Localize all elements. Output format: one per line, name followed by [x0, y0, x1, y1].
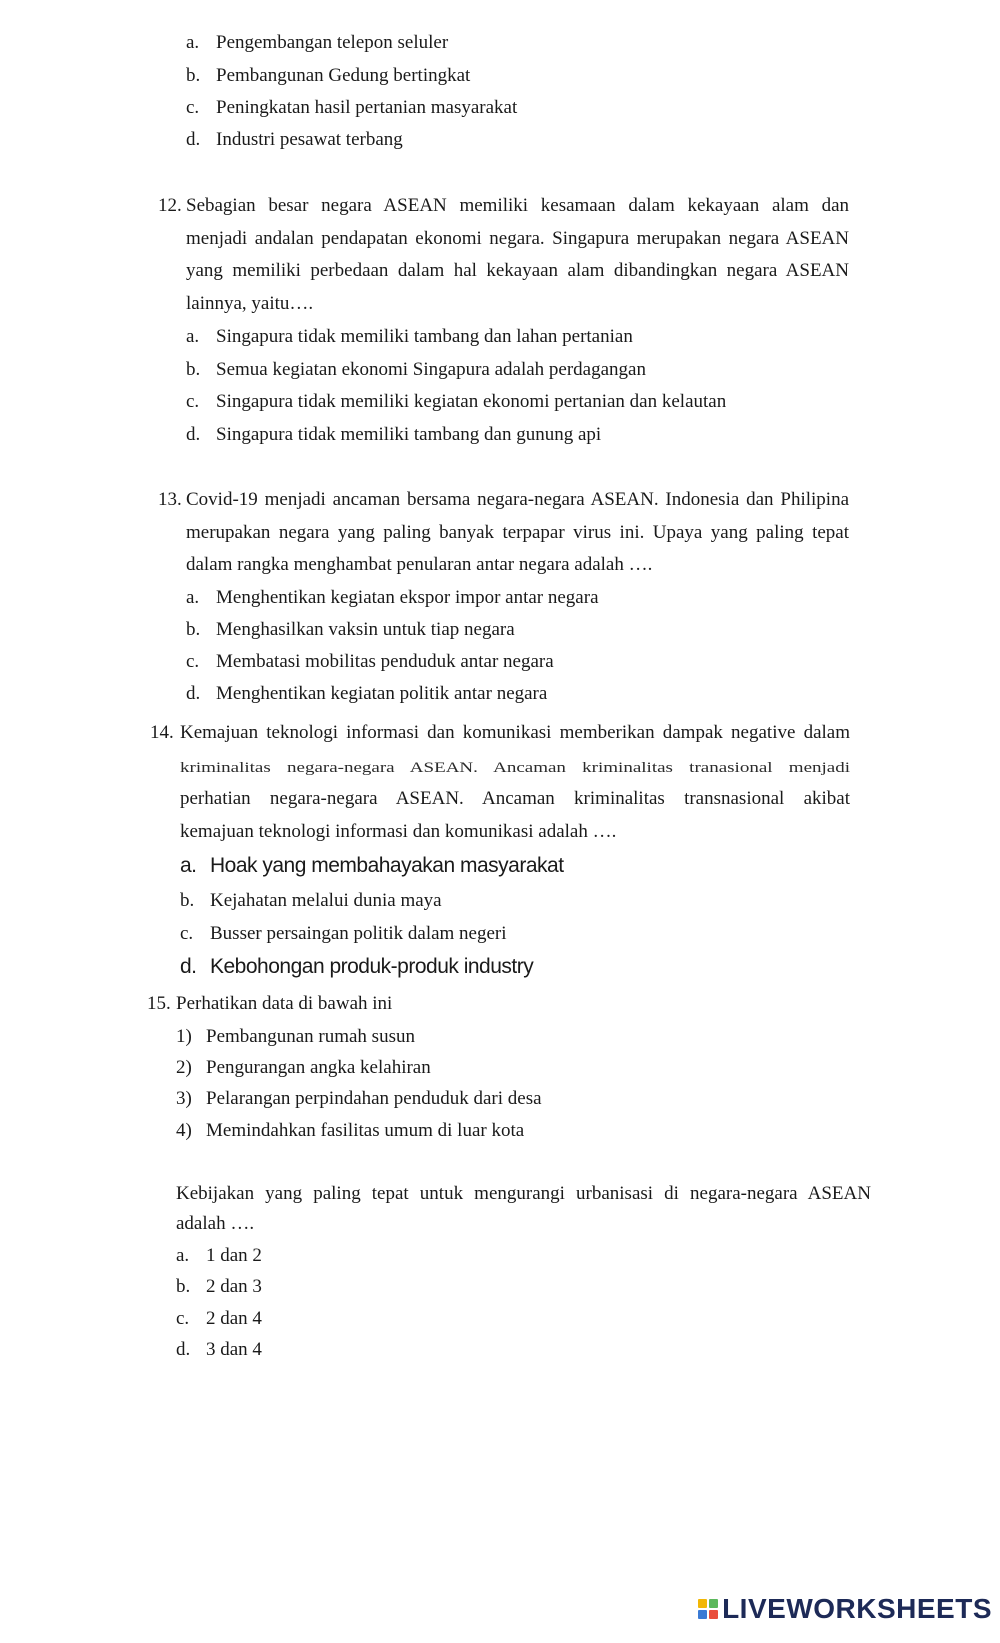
- option-letter: c.: [176, 1308, 190, 1329]
- logo-square-4: [709, 1610, 718, 1619]
- option-letter: b.: [186, 359, 201, 380]
- logo-square-3: [698, 1610, 707, 1619]
- q13-option-d[interactable]: [186, 682, 547, 706]
- q13-option-a[interactable]: [186, 586, 599, 610]
- option-text: Menghentikan kegiatan politik antar negara: [216, 683, 548, 704]
- item-text: Memindahkan fasilitas umum di luar kota: [206, 1120, 525, 1141]
- item-text: Pelarangan perpindahan penduduk dari desa: [206, 1088, 542, 1109]
- option-text: Peningkatan hasil pertanian masyarakat: [216, 97, 518, 118]
- option-letter: d.: [180, 955, 197, 978]
- option-letter: c.: [180, 923, 194, 944]
- q15-option-a[interactable]: [176, 1244, 262, 1268]
- option-letter: a.: [186, 587, 200, 608]
- q15-question-line-2: adalah ….: [176, 1213, 255, 1234]
- q14-option-b[interactable]: [180, 889, 442, 913]
- q13-text-line-2: merupakan negara yang paling banyak terpapar virus ini. Upaya yang paling tepat: [186, 522, 849, 543]
- option-text: Pembangunan Gedung bertingkat: [216, 65, 471, 86]
- option-text: Busser persaingan politik dalam negeri: [210, 923, 507, 944]
- option-letter: c.: [186, 391, 200, 412]
- q12-text-line-3: yang memiliki perbedaan dalam hal kekayaan alam dibandingkan negara ASEAN: [186, 260, 849, 281]
- option-text: Kebohongan produk-produk industry: [210, 955, 534, 978]
- q15-intro: Perhatikan data di bawah ini: [176, 993, 393, 1014]
- q15-item-3: [176, 1087, 542, 1111]
- option-letter: a.: [176, 1245, 190, 1266]
- q12-text-line-2: menjadi andalan pendapatan ekonomi negara. Singapura merupakan negara ASEAN: [186, 228, 849, 249]
- option-letter: b.: [180, 890, 195, 911]
- q15-item-1: [176, 1025, 415, 1049]
- q14-text-line-3: perhatian negara-negara ASEAN. Ancaman kriminalitas transnasional akibat: [180, 788, 850, 809]
- item-number: 2): [176, 1057, 192, 1078]
- q12-option-b[interactable]: [186, 358, 646, 382]
- q15-option-c[interactable]: [176, 1307, 262, 1331]
- q13-text-line-3: dalam rangka menghambat penularan antar negara adalah ….: [186, 554, 653, 575]
- q14-option-c[interactable]: [180, 922, 507, 946]
- option-text: 2 dan 4: [206, 1308, 262, 1329]
- q14-text-line-2: kriminalitas negara-negara ASEAN. Ancaman kriminalitas tranasional menjadi: [180, 759, 850, 776]
- item-number: 1): [176, 1026, 192, 1047]
- option-text: 2 dan 3: [206, 1276, 262, 1297]
- q12-text-line-4: lainnya, yaitu….: [186, 293, 314, 314]
- q14-text-line-1: Kemajuan teknologi informasi dan komunikasi memberikan dampak negative dalam: [180, 722, 850, 743]
- option-text: Membatasi mobilitas penduduk antar negara: [216, 651, 554, 672]
- option-letter: d.: [176, 1339, 191, 1360]
- option-text: 3 dan 4: [206, 1339, 262, 1360]
- q14-number: 14.: [150, 722, 174, 743]
- q13-option-c[interactable]: [186, 650, 554, 674]
- q11-option-d[interactable]: [186, 128, 403, 152]
- q13-number: 13.: [158, 489, 182, 510]
- option-letter: b.: [186, 619, 201, 640]
- q12-option-d[interactable]: [186, 423, 601, 447]
- q11-option-a[interactable]: [186, 31, 448, 55]
- option-letter: a.: [180, 854, 197, 877]
- option-text: Singapura tidak memiliki kegiatan ekonomi pertanian dan kelautan: [216, 391, 727, 412]
- q15-item-4: [176, 1119, 524, 1143]
- q15-item-2: [176, 1056, 431, 1080]
- option-text: Singapura tidak memiliki tambang dan lahan pertanian: [216, 326, 633, 347]
- q14-option-a[interactable]: [180, 854, 564, 878]
- q11-option-b[interactable]: [186, 64, 470, 88]
- liveworksheets-logo: [698, 1593, 992, 1625]
- option-text: Industri pesawat terbang: [216, 129, 403, 150]
- option-letter: b.: [176, 1276, 191, 1297]
- option-text: Singapura tidak memiliki tambang dan gunung api: [216, 424, 602, 445]
- q12-option-c[interactable]: [186, 390, 726, 414]
- q15-option-d[interactable]: [176, 1338, 262, 1362]
- q14-text-line-4: kemajuan teknologi informasi dan komunikasi adalah ….: [180, 821, 617, 842]
- logo-square-2: [709, 1599, 718, 1608]
- q15-question-line-1: Kebijakan yang paling tepat untuk mengurangi urbanisasi di negara-negara ASEAN: [176, 1183, 871, 1204]
- q15-option-b[interactable]: [176, 1275, 262, 1299]
- option-text: Menghasilkan vaksin untuk tiap negara: [216, 619, 515, 640]
- logo-text: LIVEWORKSHEETS: [722, 1593, 992, 1624]
- q12-text-line-1: Sebagian besar negara ASEAN memiliki kesamaan dalam kekayaan alam dan: [186, 195, 849, 216]
- q12-number: 12.: [158, 195, 182, 216]
- option-letter: c.: [186, 97, 200, 118]
- item-text: Pembangunan rumah susun: [206, 1026, 415, 1047]
- option-text: Menghentikan kegiatan ekspor impor antar negara: [216, 587, 599, 608]
- q11-option-c[interactable]: [186, 96, 517, 120]
- logo-square-1: [698, 1599, 707, 1608]
- option-letter: d.: [186, 129, 201, 150]
- option-letter: c.: [186, 651, 200, 672]
- option-text: Pengembangan telepon seluler: [216, 32, 449, 53]
- option-text: 1 dan 2: [206, 1245, 262, 1266]
- option-letter: a.: [186, 32, 200, 53]
- option-letter: d.: [186, 424, 201, 445]
- q14-option-d[interactable]: [180, 955, 533, 979]
- option-text: Semua kegiatan ekonomi Singapura adalah perdagangan: [216, 359, 646, 380]
- q12-option-a[interactable]: [186, 325, 633, 349]
- option-letter: a.: [186, 326, 200, 347]
- item-text: Pengurangan angka kelahiran: [206, 1057, 431, 1078]
- q13-text-line-1: Covid-19 menjadi ancaman bersama negara-negara ASEAN. Indonesia dan Philipina: [186, 489, 849, 510]
- option-letter: b.: [186, 65, 201, 86]
- q13-option-b[interactable]: [186, 618, 515, 642]
- logo-grid-icon: [698, 1599, 718, 1619]
- option-letter: d.: [186, 683, 201, 704]
- option-text: Kejahatan melalui dunia maya: [210, 890, 442, 911]
- option-text: Hoak yang membahayakan masyarakat: [210, 854, 564, 877]
- q15-number: 15.: [147, 993, 171, 1014]
- item-number: 4): [176, 1120, 192, 1141]
- item-number: 3): [176, 1088, 192, 1109]
